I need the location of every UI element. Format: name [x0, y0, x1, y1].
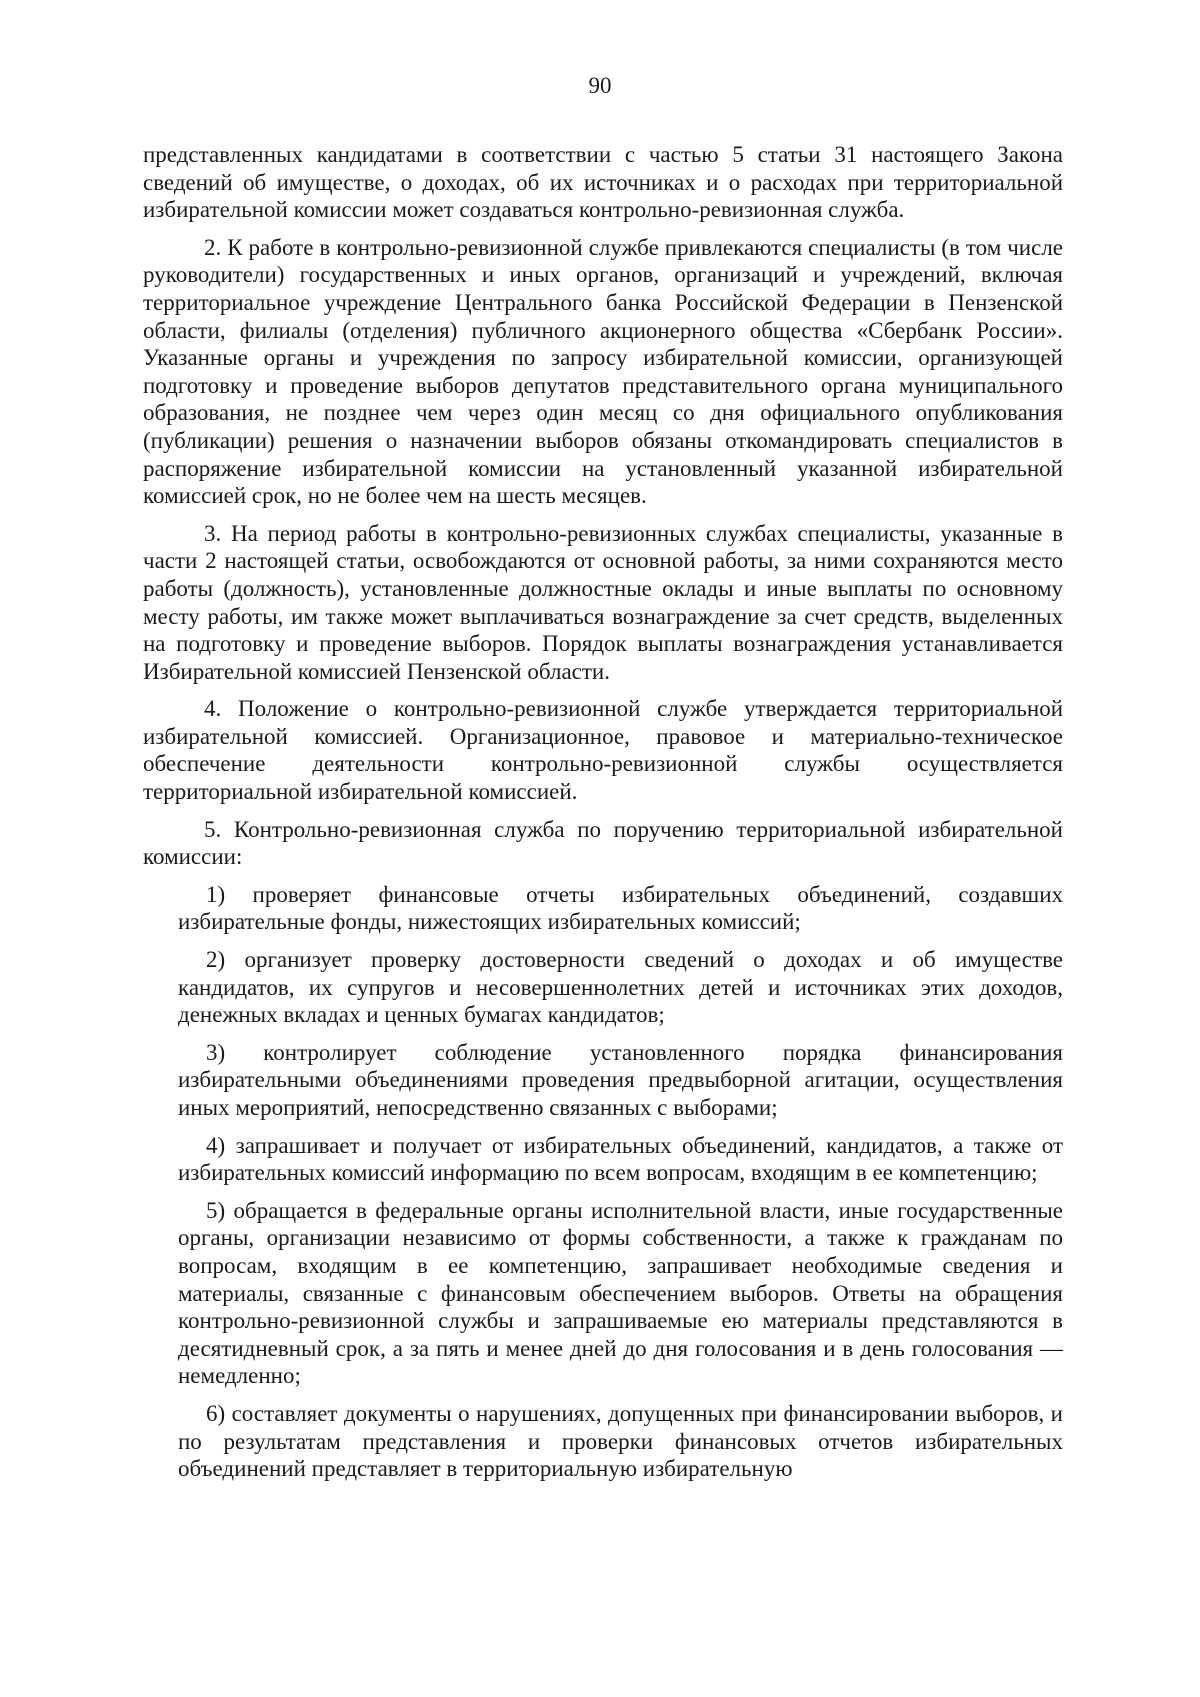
- paragraph-part-3: 3. На период работы в контрольно-ревизионных службах специалисты, указанные в части 2 настоящей статьи, освобождаются от основной работы, за ними сохраняются место работы (должность), установленные должностные оклады и иные выплаты по основному месту работы, им также может выплачиваться вознаграждение за счет средств, выделенных на подготовку и проведение выборов. Порядок выплаты вознаграждения устанавливается Избирательной комиссией Пензенской области.: [143, 520, 1063, 684]
- paragraph-continuation: представленных кандидатами в соответствии с частью 5 статьи 31 настоящего Закона сведений об имуществе, о доходах, об их источниках и о расходах при территориальной избирательной комиссии может создаваться контрольно-ревизионная служба.: [143, 142, 1063, 223]
- list-item-4: 4) запрашивает и получает от избирательных объединений, кандидатов, а также от избирательных комиссий информацию по всем вопросам, входящим в ее компетенцию;: [178, 1132, 1063, 1186]
- page-number: 90: [588, 73, 612, 98]
- list-item-5: 5) обращается в федеральные органы исполнительной власти, иные государственные органы, организации независимо от формы собственности, а также к гражданам по вопросам, входящим в ее компетенцию, запрашивает необходимые сведения и материалы, связанные с финансовым обеспечением выборов. Ответы на обращения контрольно-ревизионной службы и запрашиваемые ею материалы представляются в десятидневный срок, а за пять и менее дней до дня голосования и в день голосования — немедленно;: [178, 1197, 1063, 1389]
- document-body: [143, 141, 1063, 1493]
- paragraph-part-2: 2. К работе в контрольно-ревизионной службе привлекаются специалисты (в том числе руководители) государственных и иных органов, организаций и учреждений, включая территориальное учреждение Центрального банка Российской Федерации в Пензенской области, филиалы (отделения) публичного акционерного общества «Сбербанк России». Указанные органы и учреждения по запросу избирательной комиссии, организующей подготовку и проведение выборов депутатов представительного органа муниципального образования, не позднее чем через один месяц со дня официального опубликования (публикации) решения о назначении выборов обязаны откомандировать специалистов в распоряжение избирательной комиссии на установленный указанной избирательной комиссией срок, но не более чем на шесть месяцев.: [143, 234, 1063, 509]
- paragraph-part-4: 4. Положение о контрольно-ревизионной службе утверждается территориальной избирательной комиссией. Организационное, правовое и материально-техническое обеспечение деятельности контрольно-ревизионной службы осуществляется территориальной избирательной комиссией.: [143, 696, 1063, 805]
- paragraph-part-5: 5. Контрольно-ревизионная служба по поручению территориальной избирательной комиссии:: [143, 816, 1063, 870]
- list-item-6: 6) составляет документы о нарушениях, допущенных при финансировании выборов, и по результатам представления и проверки финансовых отчетов избирательных объединений представляет в территориальную избирательную: [178, 1400, 1063, 1482]
- list-item-2: 2) организует проверку достоверности сведений о доходах и об имуществе кандидатов, их супругов и несовершеннолетних детей и источниках этих доходов, денежных вкладах и ценных бумагах кандидатов;: [178, 947, 1063, 1028]
- list-item-1: 1) проверяет финансовые отчеты избирательных объединений, создавших избирательные фонды, нижестоящих избирательных комиссий;: [178, 881, 1063, 935]
- list-item-3: 3) контролирует соблюдение установленного порядка финансирования избирательными объединениями проведения предвыборной агитации, осуществления иных мероприятий, непосредственно связанных с выборами;: [178, 1039, 1063, 1120]
